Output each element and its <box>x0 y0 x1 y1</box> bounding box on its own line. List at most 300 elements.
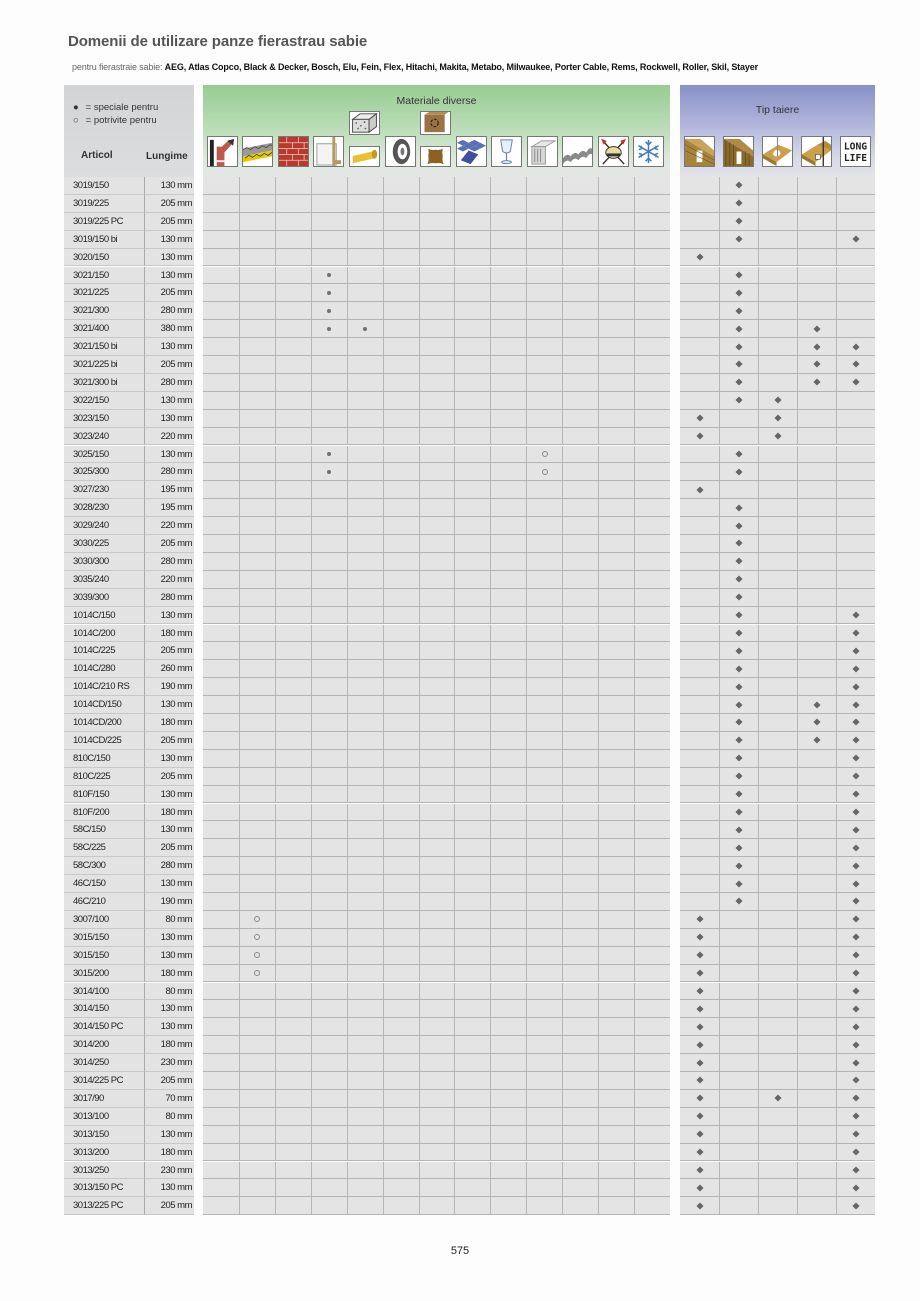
material-cell <box>598 446 634 463</box>
cell-lungime: 280 mm <box>144 463 194 481</box>
plunge-cut-icon <box>801 136 832 167</box>
cut-cell <box>758 607 797 624</box>
material-cell <box>490 571 526 588</box>
material-cell <box>347 213 383 230</box>
diamond-marker-icon <box>813 719 820 726</box>
cut-cell <box>836 1018 875 1035</box>
material-cell <box>419 428 455 445</box>
material-cell <box>490 356 526 373</box>
material-cell <box>203 607 239 624</box>
materials-cells <box>203 642 670 660</box>
material-cell <box>454 320 490 337</box>
cut-cell <box>797 428 836 445</box>
cut-cell <box>758 911 797 928</box>
cell-articol: 3021/400 <box>64 320 144 338</box>
material-cell <box>598 267 634 284</box>
cut-cell <box>797 195 836 212</box>
material-cell <box>562 1144 598 1161</box>
cell-articol: 3029/240 <box>64 517 144 535</box>
cut-cell <box>836 463 875 480</box>
cut-type-cells <box>680 499 875 517</box>
material-cell <box>454 696 490 713</box>
material-cell <box>634 983 670 1000</box>
legend-special: ● = speciale pentru <box>73 102 159 113</box>
cut-cell <box>719 284 758 301</box>
diamond-marker-icon <box>735 468 742 475</box>
cut-cell <box>797 463 836 480</box>
cut-type-cells <box>680 481 875 499</box>
material-cell <box>239 768 275 785</box>
suitable-circle-icon <box>542 451 548 457</box>
material-cell <box>454 714 490 731</box>
cut-type-cells <box>680 553 875 571</box>
cut-cell <box>836 660 875 677</box>
cut-type-cells <box>680 213 875 231</box>
material-cell <box>634 1054 670 1071</box>
material-cell <box>203 714 239 731</box>
cell-articol: 3019/225 PC <box>64 213 144 231</box>
material-cell <box>526 857 562 874</box>
tire-icon <box>385 136 416 167</box>
cut-cell <box>680 535 719 552</box>
material-cell <box>383 1054 419 1071</box>
material-cell <box>203 356 239 373</box>
material-cell <box>454 1054 490 1071</box>
cell-articol: 3027/230 <box>64 481 144 499</box>
cell-lungime: 180 mm <box>144 625 194 643</box>
material-cell <box>347 481 383 498</box>
cut-cell <box>719 857 758 874</box>
cell-articol: 3039/300 <box>64 589 144 607</box>
material-cell <box>311 965 347 982</box>
material-cell <box>526 947 562 964</box>
material-cell <box>239 392 275 409</box>
cut-cell <box>797 929 836 946</box>
cut-cell <box>680 338 719 355</box>
material-cell <box>311 463 347 480</box>
suitable-circle-icon <box>254 970 260 976</box>
material-cell <box>634 517 670 534</box>
cut-cell <box>836 750 875 767</box>
material-cell <box>454 446 490 463</box>
material-cell <box>275 267 311 284</box>
cell-articol: 3028/230 <box>64 499 144 517</box>
cut-type-cells <box>680 857 875 875</box>
material-cell <box>203 1018 239 1035</box>
material-cell <box>311 875 347 892</box>
material-cell <box>634 231 670 248</box>
material-cell <box>203 1072 239 1089</box>
material-cell <box>347 499 383 516</box>
diamond-marker-icon <box>852 379 859 386</box>
diamond-marker-icon <box>852 1023 859 1030</box>
material-cell <box>634 1126 670 1143</box>
material-cell <box>598 625 634 642</box>
table-row <box>64 1090 875 1108</box>
material-cell <box>490 786 526 803</box>
material-cell <box>490 1072 526 1089</box>
cell-lungime: 130 mm <box>144 786 194 804</box>
cell-lungime: 180 mm <box>144 714 194 732</box>
cut-cell <box>797 839 836 856</box>
cut-cell <box>836 857 875 874</box>
materials-cells <box>203 267 670 285</box>
cell-lungime: 130 mm <box>144 446 194 464</box>
table-row <box>64 338 875 356</box>
cut-cell <box>836 553 875 570</box>
material-cell <box>239 195 275 212</box>
material-cell <box>634 642 670 659</box>
material-cell <box>634 947 670 964</box>
material-cell <box>203 786 239 803</box>
cell-articol: 3025/300 <box>64 463 144 481</box>
table-row <box>64 1036 875 1054</box>
material-cell <box>239 660 275 677</box>
material-cell <box>347 517 383 534</box>
cut-cell <box>758 517 797 534</box>
cut-type-cells <box>680 625 875 643</box>
material-cell <box>490 320 526 337</box>
material-cell <box>526 821 562 838</box>
cell-articol: 1014CD/150 <box>64 696 144 714</box>
material-cell <box>203 535 239 552</box>
cut-cell <box>836 177 875 194</box>
cut-cell <box>836 947 875 964</box>
material-cell <box>634 1072 670 1089</box>
cut-cell <box>797 320 836 337</box>
cut-cell <box>758 499 797 516</box>
material-cell <box>203 965 239 982</box>
material-cell <box>490 249 526 266</box>
cut-cell <box>680 231 719 248</box>
diamond-marker-icon <box>735 611 742 618</box>
material-cell <box>347 1036 383 1053</box>
cut-cell <box>836 696 875 713</box>
material-cell <box>275 428 311 445</box>
cut-cell <box>719 660 758 677</box>
material-cell <box>562 195 598 212</box>
material-cell <box>526 625 562 642</box>
materials-cells <box>203 911 670 929</box>
cut-cell <box>680 177 719 194</box>
material-cell <box>311 678 347 695</box>
material-cell <box>634 893 670 910</box>
material-cell <box>526 1197 562 1214</box>
cut-cell <box>680 768 719 785</box>
material-cell <box>490 750 526 767</box>
cut-cell <box>797 607 836 624</box>
diamond-marker-icon <box>813 343 820 350</box>
material-cell <box>562 374 598 391</box>
material-cell <box>454 249 490 266</box>
diamond-marker-icon <box>852 1095 859 1102</box>
cut-cell <box>797 821 836 838</box>
material-cell <box>419 911 455 928</box>
material-cell <box>347 1126 383 1143</box>
table-row <box>64 1018 875 1036</box>
cell-lungime: 205 mm <box>144 284 194 302</box>
cut-cell <box>680 499 719 516</box>
material-cell <box>562 786 598 803</box>
cut-cell <box>758 965 797 982</box>
material-cell <box>311 517 347 534</box>
cut-type-cells <box>680 786 875 804</box>
cell-articol: 3030/300 <box>64 553 144 571</box>
cell-lungime: 130 mm <box>144 267 194 285</box>
material-cell <box>419 1108 455 1125</box>
diamond-marker-icon <box>852 934 859 941</box>
material-cell <box>598 284 634 301</box>
material-cell <box>419 463 455 480</box>
material-cell <box>203 1197 239 1214</box>
materials-cells <box>203 929 670 947</box>
material-cell <box>419 1090 455 1107</box>
leather-icon <box>420 146 451 167</box>
material-cell <box>562 320 598 337</box>
diamond-marker-icon <box>696 1184 703 1191</box>
materials-cells <box>203 1054 670 1072</box>
material-cell <box>203 446 239 463</box>
filled-dot-icon: ● <box>73 102 79 113</box>
material-cell <box>419 1018 455 1035</box>
material-cell <box>383 1162 419 1179</box>
fine-cut-icon <box>723 136 754 167</box>
cut-cell <box>758 696 797 713</box>
material-cell <box>203 410 239 427</box>
material-cell <box>275 320 311 337</box>
cell-articol: 3019/225 <box>64 195 144 213</box>
cut-cell <box>758 1162 797 1179</box>
diamond-marker-icon <box>696 1041 703 1048</box>
material-cell <box>526 965 562 982</box>
material-cell <box>419 1072 455 1089</box>
material-cell <box>383 499 419 516</box>
material-cell <box>419 1000 455 1017</box>
cut-cell <box>836 821 875 838</box>
material-cell <box>311 410 347 427</box>
material-cell <box>383 786 419 803</box>
material-cell <box>634 804 670 821</box>
table-row <box>64 1108 875 1126</box>
material-cell <box>634 213 670 230</box>
cell-articol: 1014CD/200 <box>64 714 144 732</box>
material-cell <box>526 875 562 892</box>
materials-cells <box>203 338 670 356</box>
material-cell <box>347 249 383 266</box>
material-cell <box>239 1108 275 1125</box>
cut-cell <box>680 481 719 498</box>
material-cell <box>454 1036 490 1053</box>
special-dot-icon <box>327 470 331 474</box>
cut-cell <box>758 804 797 821</box>
material-cell <box>562 714 598 731</box>
recycling-box-icon <box>420 111 451 135</box>
cell-lungime: 180 mm <box>144 1036 194 1054</box>
cut-cell <box>719 535 758 552</box>
diamond-marker-icon <box>735 200 742 207</box>
cell-lungime: 260 mm <box>144 660 194 678</box>
table-row <box>64 625 875 643</box>
material-cell <box>490 535 526 552</box>
cut-cell <box>836 1072 875 1089</box>
material-cell <box>311 231 347 248</box>
cut-cell <box>719 732 758 749</box>
materials-cells <box>203 768 670 786</box>
profile-icon <box>527 136 558 167</box>
material-cell <box>203 213 239 230</box>
material-cell <box>634 678 670 695</box>
material-cell <box>347 1054 383 1071</box>
diamond-marker-icon <box>696 1059 703 1066</box>
material-cell <box>311 1108 347 1125</box>
material-cell <box>203 302 239 319</box>
material-cell <box>239 1126 275 1143</box>
material-cell <box>311 1126 347 1143</box>
material-cell <box>598 302 634 319</box>
materials-cells <box>203 857 670 875</box>
material-cell <box>383 589 419 606</box>
material-cell <box>454 213 490 230</box>
diamond-marker-icon <box>735 307 742 314</box>
material-cell <box>275 231 311 248</box>
material-cell <box>562 410 598 427</box>
cut-cell <box>680 642 719 659</box>
material-cell <box>419 857 455 874</box>
cut-cell <box>758 839 797 856</box>
material-cell <box>526 1072 562 1089</box>
material-cell <box>419 446 455 463</box>
material-cell <box>311 428 347 445</box>
diamond-marker-icon <box>696 934 703 941</box>
cell-articol: 3013/250 <box>64 1162 144 1180</box>
material-cell <box>526 696 562 713</box>
cell-lungime: 130 mm <box>144 929 194 947</box>
diamond-marker-icon <box>852 719 859 726</box>
material-cell <box>239 714 275 731</box>
cut-cell <box>758 374 797 391</box>
table-row <box>64 965 875 983</box>
diamond-marker-icon <box>735 844 742 851</box>
cut-cell <box>836 804 875 821</box>
material-cell <box>311 499 347 516</box>
cell-articol: 3014/225 PC <box>64 1072 144 1090</box>
cut-cell <box>758 1036 797 1053</box>
cut-cell <box>836 535 875 552</box>
material-cell <box>490 804 526 821</box>
material-cell <box>634 392 670 409</box>
material-cell <box>490 517 526 534</box>
material-cell <box>275 356 311 373</box>
material-cell <box>275 1036 311 1053</box>
cut-cell <box>836 302 875 319</box>
material-cell <box>454 821 490 838</box>
material-cell <box>347 1072 383 1089</box>
cut-cell <box>758 1144 797 1161</box>
cut-type-cells <box>680 678 875 696</box>
cell-lungime: 380 mm <box>144 320 194 338</box>
material-cell <box>562 947 598 964</box>
material-cell <box>634 1036 670 1053</box>
cut-cell <box>719 517 758 534</box>
cut-cell <box>719 607 758 624</box>
cut-type-cells <box>680 320 875 338</box>
cut-cell <box>680 607 719 624</box>
cell-lungime: 205 mm <box>144 768 194 786</box>
table-row <box>64 821 875 839</box>
material-cell <box>634 1108 670 1125</box>
table-row <box>64 642 875 660</box>
cell-lungime: 205 mm <box>144 195 194 213</box>
cut-cell <box>680 1090 719 1107</box>
material-cell <box>383 857 419 874</box>
material-cell <box>562 1179 598 1196</box>
material-cell <box>419 714 455 731</box>
special-dot-icon <box>327 273 331 277</box>
material-cell <box>275 392 311 409</box>
material-cell <box>598 804 634 821</box>
material-cell <box>203 696 239 713</box>
column-header-articol: Articol <box>81 150 113 161</box>
material-cell <box>454 1090 490 1107</box>
material-cell <box>634 1018 670 1035</box>
material-cell <box>203 553 239 570</box>
cut-cell <box>836 786 875 803</box>
material-cell <box>239 1054 275 1071</box>
material-cell <box>383 768 419 785</box>
cut-cell <box>836 481 875 498</box>
material-cell <box>634 857 670 874</box>
material-cell <box>203 249 239 266</box>
material-cell <box>454 786 490 803</box>
cut-cell <box>836 392 875 409</box>
cell-articol: 1014C/200 <box>64 625 144 643</box>
material-cell <box>347 1000 383 1017</box>
material-cell <box>239 284 275 301</box>
diamond-marker-icon <box>735 379 742 386</box>
material-cell <box>634 875 670 892</box>
diamond-marker-icon <box>735 397 742 404</box>
material-cell <box>239 410 275 427</box>
material-cell <box>383 177 419 194</box>
cut-cell <box>680 965 719 982</box>
material-cell <box>454 535 490 552</box>
material-cell <box>347 267 383 284</box>
material-cell <box>562 804 598 821</box>
material-cell <box>634 249 670 266</box>
material-cell <box>275 732 311 749</box>
cut-cell <box>797 857 836 874</box>
cut-cell <box>719 446 758 463</box>
special-dot-icon <box>327 309 331 313</box>
material-cell <box>383 195 419 212</box>
frozen-food-icon <box>633 136 664 167</box>
material-cell <box>490 911 526 928</box>
cut-cell <box>719 642 758 659</box>
material-cell <box>526 320 562 337</box>
material-cell <box>526 249 562 266</box>
material-cell <box>347 875 383 892</box>
cut-type-cells <box>680 410 875 428</box>
cut-cell <box>719 410 758 427</box>
material-cell <box>347 410 383 427</box>
cut-type-cells <box>680 1108 875 1126</box>
material-cell <box>562 338 598 355</box>
material-cell <box>239 911 275 928</box>
materials-cells <box>203 517 670 535</box>
material-cell <box>383 893 419 910</box>
material-cell <box>383 911 419 928</box>
material-cell <box>634 267 670 284</box>
